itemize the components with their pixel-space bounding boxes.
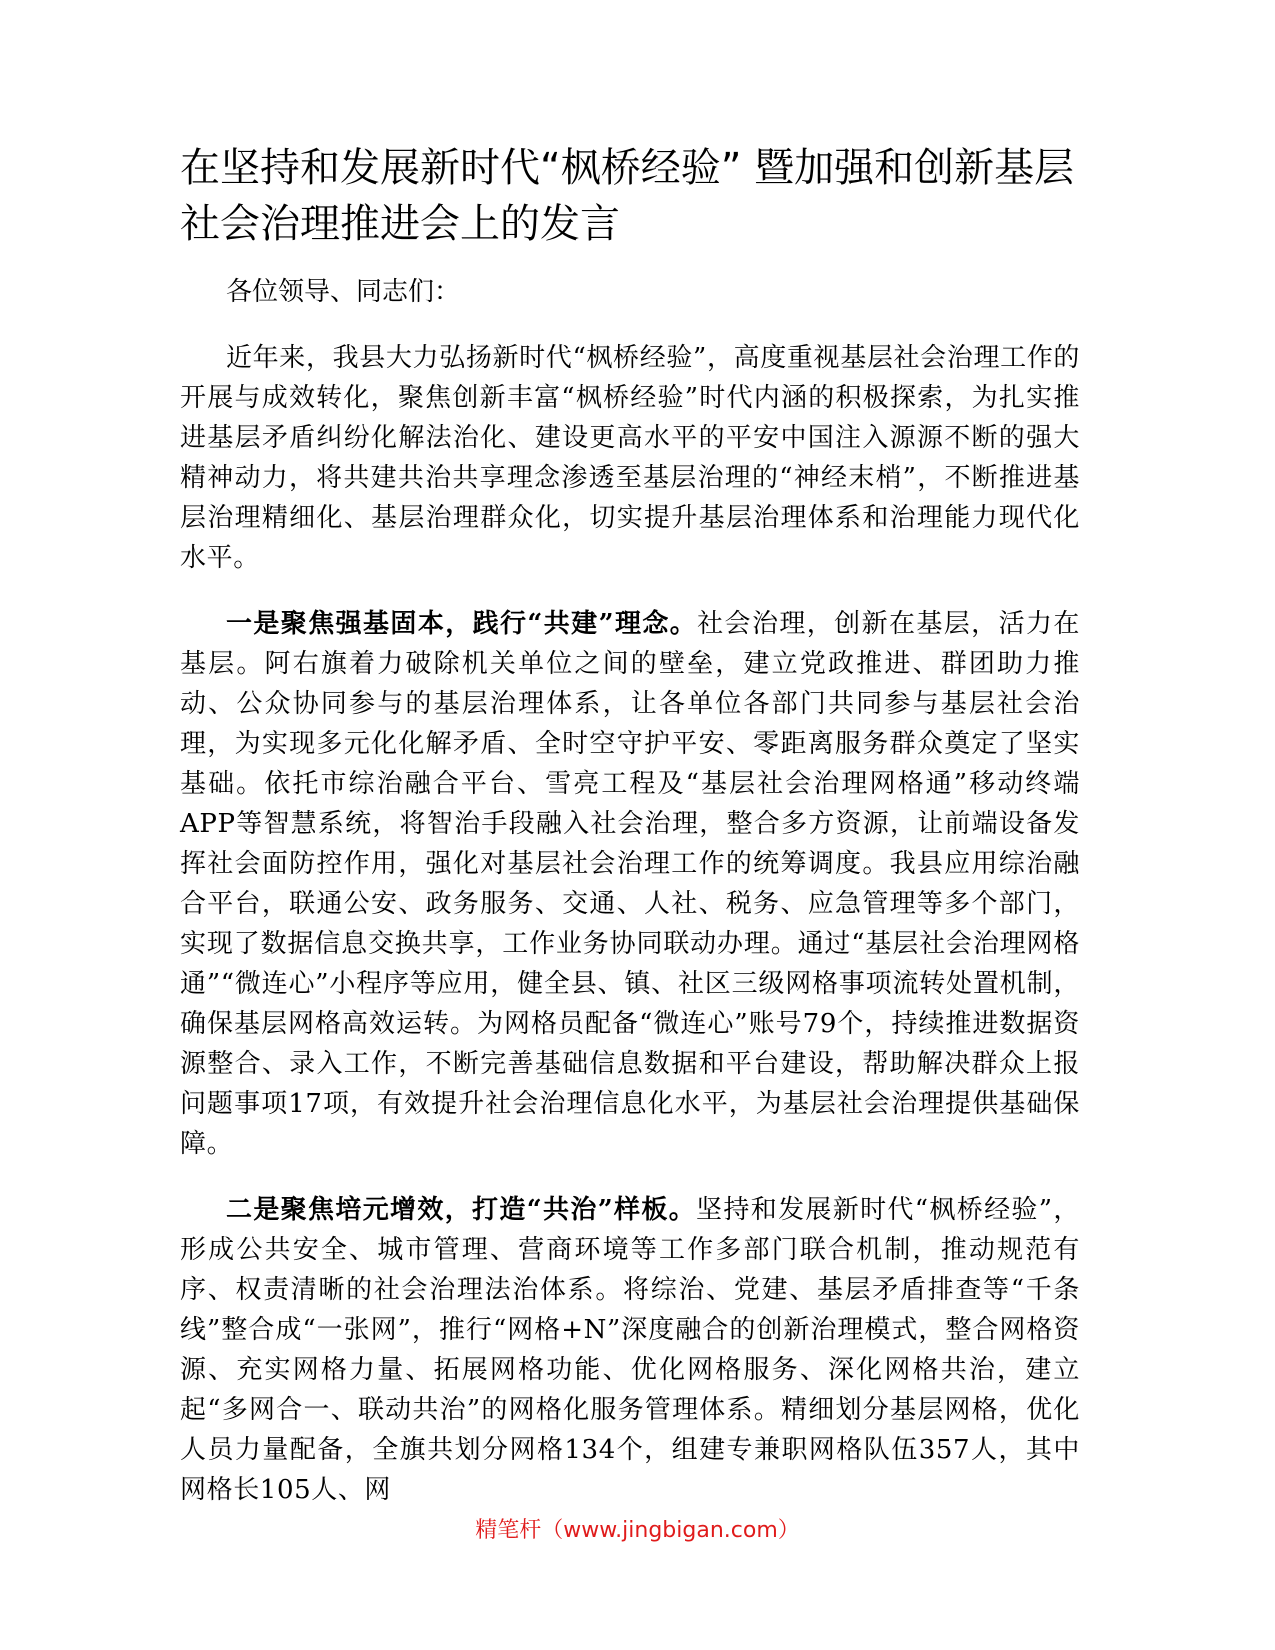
paragraph-lead: 一是聚焦强基固本，践行“共建”理念。 — [226, 609, 698, 639]
paragraph-co-build — [180, 604, 1080, 1164]
paragraph-text: 近年来，我县大力弘扬新时代“枫桥经验”，高度重视基层社会治理工作的开展与成效转化，聚焦创新丰富“枫桥经验”时代内涵的积极探索，为扎实推进基层矛盾纠纷化解法治化、建设更高水平的平安中国注入源源不断的强大精神动力，将共建共治共享理念渗透至基层治理的“神经末梢”，不断推进基层治理精细化、基层治理群众化，切实提升基层治理体系和治理能力现代化水平。 — [180, 343, 1080, 573]
salutation: 各位领导、同志们： — [226, 277, 461, 307]
document-page — [180, 140, 1080, 1536]
document-title: 在坚持和发展新时代“枫桥经验” 暨加强和创新基层社会治理推进会上的发言 — [180, 145, 1075, 247]
paragraph-text: 坚持和发展新时代“枫桥经验”，形成公共安全、城市管理、营商环境等工作多部门联合机制，推动规范有序、权责清晰的社会治理法治体系。将综治、党建、基层矛盾排查等“千条线”整合成“一张网”，推行“网格+N”深度融合的创新治理模式，整合网格资源、充实网格力量、拓展网格功能、优化网格服务、深化网格共治，建立起“多网合一、联动共治”的网格化服务管理体系。精细划分基层网格，优化人员力量配备，全旗共划分网格134个，组建专兼职网格队伍357人，其中网格长105人、网 — [180, 1195, 1080, 1505]
paragraph-co-governance — [180, 1190, 1080, 1510]
paragraph-lead: 二是聚焦培元增效，打造“共治”样板。 — [226, 1195, 697, 1225]
paragraph-intro — [180, 338, 1080, 578]
footer-watermark: 精笔杆（www.jingbigan.com） — [475, 1518, 800, 1543]
paragraph-text: 社会治理，创新在基层，活力在基层。阿右旗着力破除机关单位之间的壁垒，建立党政推进、群团助力推动、公众协同参与的基层治理体系，让各单位各部门共同参与基层社会治理，为实现多元化化解矛盾、全时空守护平安、零距离服务群众奠定了坚实基础。依托市综治融合平台、雪亮工程及“基层社会治理网格通”移动终端APP等智慧系统，将智治手段融入社会治理，整合多方资源，让前端设备发挥社会面防控作用，强化对基层社会治理工作的统筹调度。我县应用综治融合平台，联通公安、政务服务、交通、人社、税务、应急管理等多个部门，实现了数据信息交换共享，工作业务协同联动办理。通过“基层社会治理网格通”“微连心”小程序等应用，健全县、镇、社区三级网格事项流转处置机制，确保基层网格高效运转。为网格员配备“微连心”账号79个，持续推进数据资源整合、录入工作，不断完善基础信息数据和平台建设，帮助解决群众上报问题事项17项，有效提升社会治理信息化水平，为基层社会治理提供基础保障。 — [180, 609, 1080, 1159]
